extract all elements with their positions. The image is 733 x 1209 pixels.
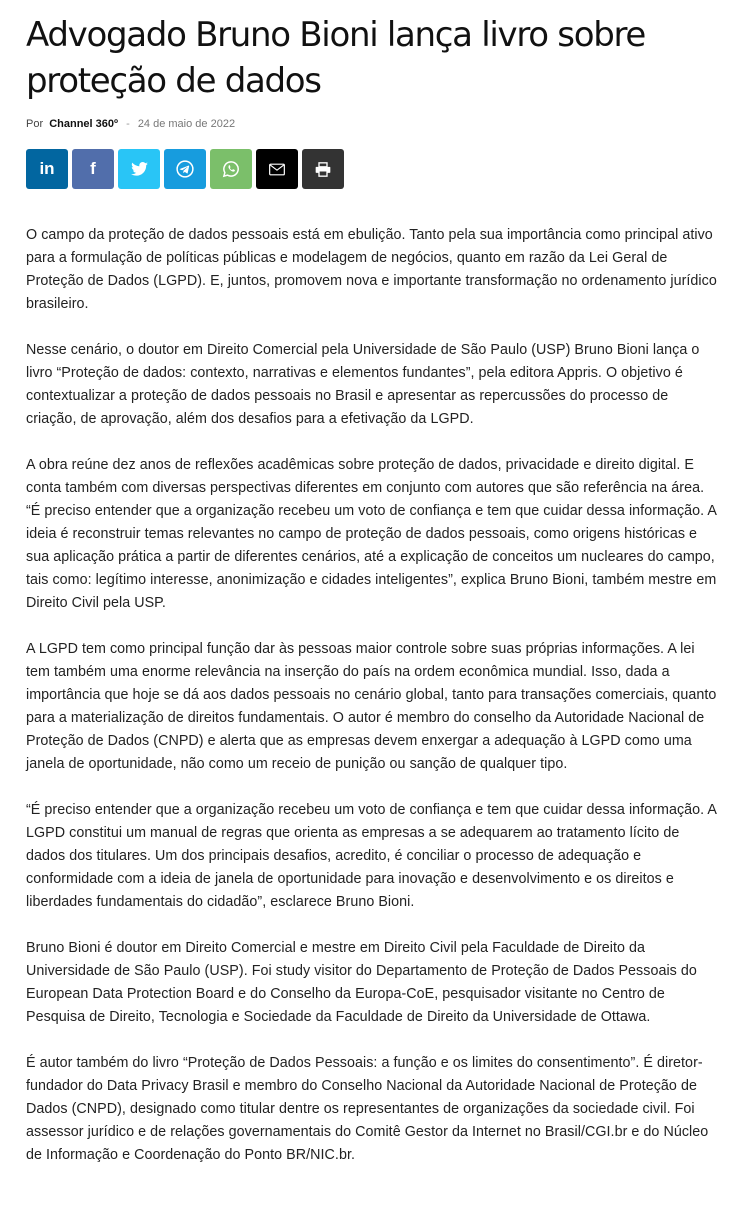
article-paragraph: Nesse cenário, o doutor em Direito Comercial pela Universidade de São Paulo (USP) Bruno Bioni lança o livro “Proteção de dados: contexto, narrativas e elementos fundantes”, pela editora Appris. O objetivo é contextualizar a proteção de dados pessoais no Brasil e apresentar as repercussões do processo de criação, de aprovação, além dos desafios para a efetivação da LGPD. bbox=[26, 342, 700, 427]
share-facebook-button[interactable] bbox=[72, 149, 114, 189]
envelope-icon bbox=[269, 163, 285, 176]
share-email-button[interactable] bbox=[256, 149, 298, 189]
twitter-icon bbox=[131, 162, 148, 176]
article-paragraph: Bruno Bioni é doutor em Direito Comercial e mestre em Direito Civil pela Faculdade de Direito da Universidade de São Paulo (USP). Foi study visitor do Departamento de Proteção de Dados Pessoais do European Data Protection Board e do Conselho da Europa-CoE, pesquisador visitante no Centro de Pesquisa de Direito, Tecnologia e Sociedade da Faculdade de Direito da Universidade de Ottawa. bbox=[26, 940, 697, 1025]
article-meta bbox=[26, 114, 720, 134]
byline-prefix: Por bbox=[26, 118, 44, 130]
article-paragraph: É autor também do livro “Proteção de Dados Pessoais: a função e os limites do consentimento”. É diretor-fundador do Data Privacy Brasil e membro do Conselho Nacional da Autoridade Nacional de Proteção de Dados (CNPD), designado como titular dentre os representantes de organizações da sociedade civil. Foi assessor jurídico e de relações governamentais do Comitê Gestor da Internet no Brasil/CGI.br e do Núcleo de Informação e Coordenação do Ponto BR/NIC.br. bbox=[26, 1055, 709, 1163]
article-paragraph: O campo da proteção de dados pessoais está em ebulição. Tanto pela sua importância como principal ativo para a formulação de políticas públicas e modelagem de negócios, quanto em razão da Lei Geral de Proteção de Dados (LGPD). E, juntos, promovem nova e importante transformação no ordenamento jurídico brasileiro. bbox=[26, 227, 717, 312]
article-paragraph: A LGPD tem como principal função dar às pessoas maior controle sobre suas próprias informações. A lei tem também uma enorme relevância na inserção do país na ordem econômica mundial. Isso, dada a importância que hoje se dá aos dados pessoais no cenário global, tanto para transações comerciais, quanto para a materialização de direitos fundamentais. O autor é membro do conselho da Autoridade Nacional de Proteção de Dados (CNPD) e alerta que as empresas devem enxergar a adequação à LGPD como uma janela de oportunidade, não como um receio de punição ou sanção de qualquer tipo. bbox=[26, 641, 717, 772]
facebook-icon: f bbox=[90, 159, 96, 178]
linkedin-icon: in bbox=[39, 159, 55, 178]
share-whatsapp-button[interactable] bbox=[210, 149, 252, 189]
print-button[interactable] bbox=[302, 149, 344, 189]
share-bar bbox=[26, 149, 720, 189]
telegram-icon bbox=[176, 160, 194, 178]
share-linkedin-button[interactable] bbox=[26, 149, 68, 189]
article-paragraph: A obra reúne dez anos de reflexões acadêmicas sobre proteção de dados, privacidade e direito digital. E conta também com diversas perspectivas diferentes em conjunto com autores que são referência na área. “É preciso entender que a organização recebeu um voto de confiança e tem que cuidar dessa informação. A ideia é reconstruir temas relevantes no campo de proteção de dados pessoais, como origens históricas e sua aplicação prática a partir de diferentes cenários, até a explicação de conceitos um nucleares do campo, tais como: legítimo interesse, anonimização e cidades inteligentes”, explica Bruno Bioni, também mestre em Direito Civil pela USP. bbox=[26, 457, 717, 611]
share-telegram-button[interactable] bbox=[164, 149, 206, 189]
meta-separator: - bbox=[126, 118, 130, 130]
article-body bbox=[26, 224, 720, 1167]
article-paragraph: “É preciso entender que a organização recebeu um voto de confiança e tem que cuidar dessa informação. A LGPD constitui um manual de regras que orienta as empresas a se adequarem ao tratamento lícito de dados dos titulares. Um dos principais desafios, acredito, é conciliar o processo de adequação e conformidade com a ideia de janela de oportunidade para inovação e desenvolvimento e os direitos e liberdades fundamentais do cidadão”, esclarece Bruno Bioni. bbox=[26, 802, 717, 910]
printer-icon bbox=[315, 162, 331, 177]
publish-date: 24 de maio de 2022 bbox=[137, 118, 236, 130]
author-link[interactable]: Channel 360º bbox=[49, 118, 119, 130]
share-twitter-button[interactable] bbox=[118, 149, 160, 189]
article-title: Advogado Bruno Bioni lança livro sobre proteção de dados bbox=[26, 15, 646, 101]
whatsapp-icon bbox=[222, 160, 240, 178]
